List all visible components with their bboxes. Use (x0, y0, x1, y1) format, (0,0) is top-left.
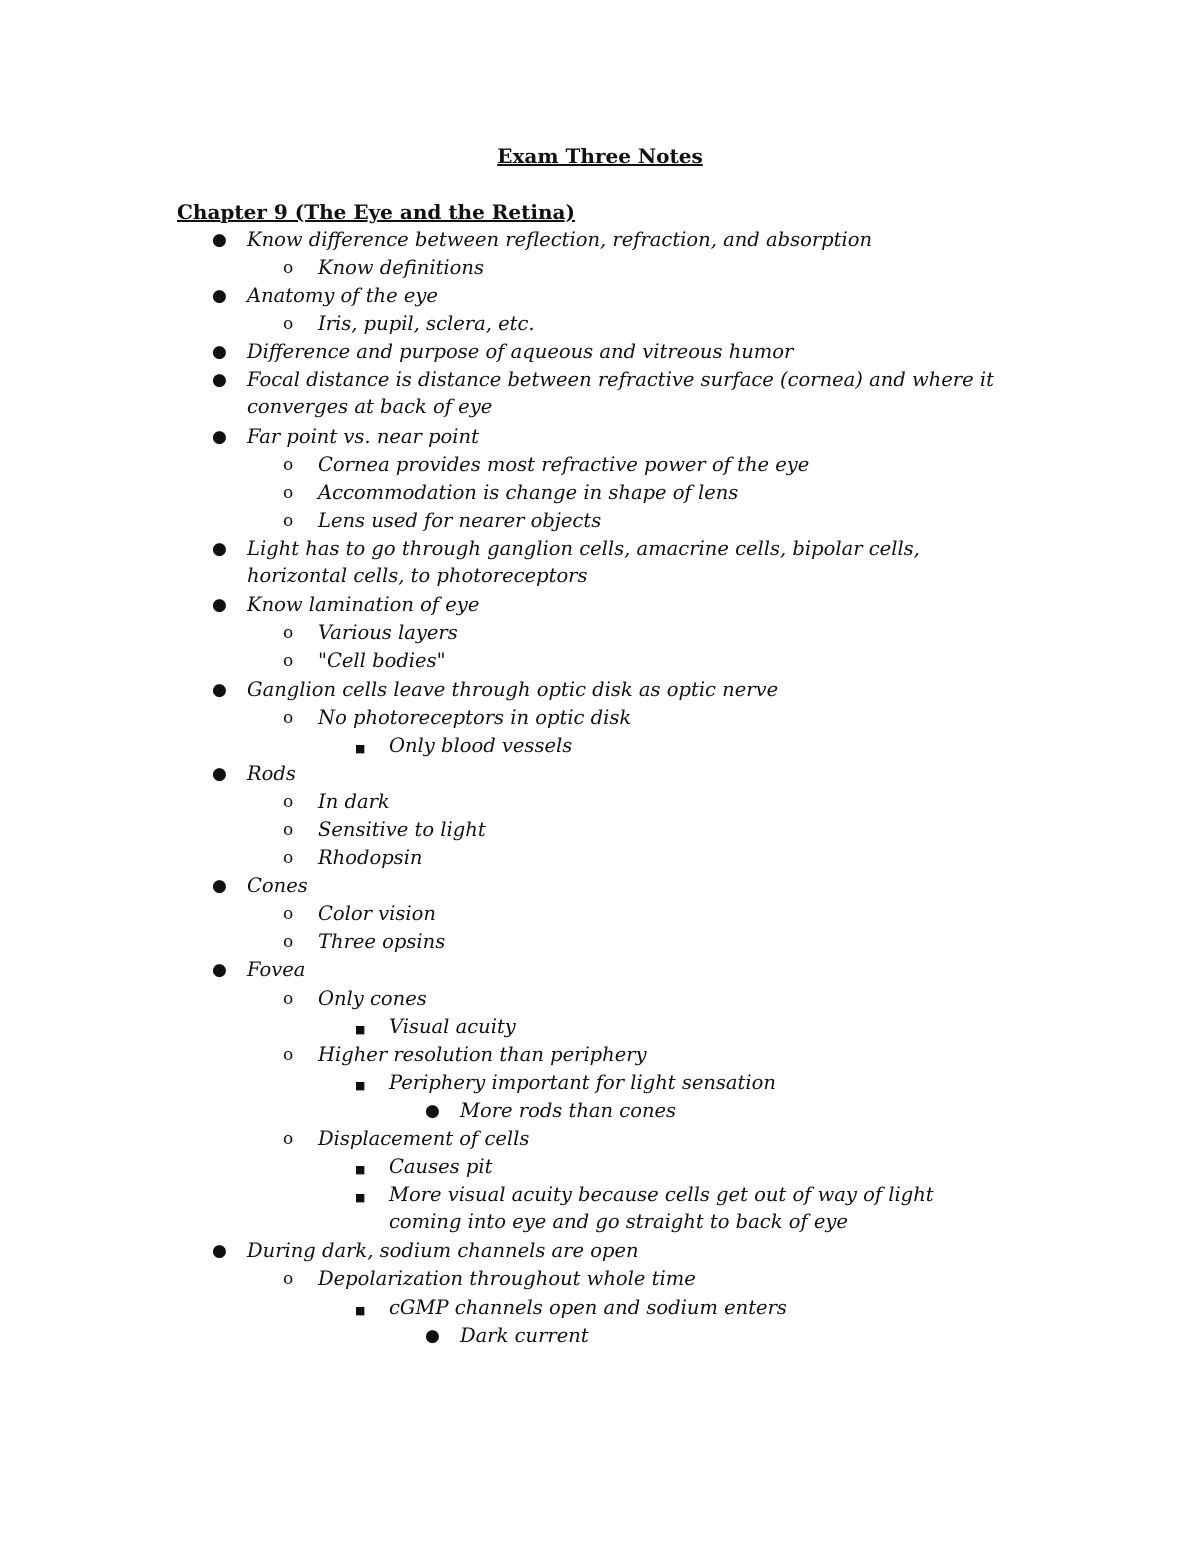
bullet-marker-icon: o (283, 1129, 294, 1149)
bullet-marker-icon: o (283, 848, 294, 869)
chapter-heading: Chapter 9 (The Eye and the Retina) (177, 200, 575, 224)
outline-item-level-2 (0, 900, 1200, 928)
outline-item-text: Only cones (318, 986, 427, 1010)
outline-item-text: During dark, sodium channels are open (247, 1239, 639, 1263)
bullet-marker-icon: ● (212, 342, 227, 363)
bullet-marker-icon: o (283, 623, 294, 644)
outline-item-text: Cones (247, 874, 308, 898)
outline-item-text: Cornea provides most refractive power of the eye (318, 452, 810, 476)
outline-item-level-1 (0, 591, 1200, 619)
bullet-marker-icon: o (283, 258, 294, 279)
bullet-marker-icon: o (283, 482, 294, 503)
outline-item-level-2 (0, 816, 1200, 844)
bullet-marker-icon: ● (425, 1325, 440, 1346)
outline-item-text: Difference and purpose of aqueous and vitreous humor (247, 340, 794, 364)
outline-item-text: More visual acuity because cells get out of way of light coming into eye and go straight to back of eye (389, 1183, 934, 1234)
outline-item-level-1 (0, 872, 1200, 900)
outline-item-level-1 (0, 956, 1200, 984)
outline-item-level-2 (0, 928, 1200, 956)
outline-item-level-2 (0, 507, 1200, 535)
notes-outline (0, 226, 1200, 1350)
bullet-marker-icon: ● (425, 1100, 440, 1121)
outline-item-level-2 (0, 451, 1200, 479)
outline-item-text: "Cell bodies" (318, 649, 446, 673)
outline-item-level-2 (0, 704, 1200, 732)
outline-item-text: Know difference between reflection, refraction, and absorption (247, 228, 873, 251)
bullet-marker-icon: ■ (355, 1191, 366, 1205)
outline-item-text: Know lamination of eye (247, 593, 480, 617)
outline-item-level-1 (0, 338, 1200, 366)
bullet-marker-icon: ● (212, 230, 227, 250)
bullet-marker-icon: ■ (355, 1078, 366, 1092)
outline-item-level-2 (0, 985, 1200, 1013)
bullet-marker-icon: ■ (355, 741, 366, 755)
outline-item-text: Displacement of cells (318, 1127, 530, 1150)
bullet-marker-icon: ● (212, 426, 227, 447)
outline-item-level-2 (0, 1041, 1200, 1069)
outline-item-text: Rhodopsin (318, 846, 423, 870)
bullet-marker-icon: o (283, 1044, 294, 1065)
outline-item-level-3 (0, 1181, 1200, 1237)
outline-item-level-3 (0, 732, 1200, 760)
outline-item-text: Iris, pupil, sclera, etc. (318, 312, 535, 336)
bullet-marker-icon: ● (212, 595, 227, 616)
bullet-marker-icon: o (283, 988, 294, 1009)
outline-item-text: Visual acuity (389, 1014, 516, 1038)
bullet-marker-icon: o (283, 904, 294, 925)
outline-item-level-2 (0, 479, 1200, 507)
outline-item-level-2 (0, 310, 1200, 338)
outline-item-text: Higher resolution than periphery (318, 1042, 647, 1066)
outline-item-text: Only blood vessels (389, 733, 573, 757)
outline-item-text: Rods (247, 761, 296, 785)
outline-item-text: Depolarization throughout whole time (318, 1267, 696, 1291)
outline-item-level-1 (0, 1237, 1200, 1265)
bullet-marker-icon: ● (212, 286, 227, 307)
outline-item-text: Light has to go through ganglion cells, amacrine cells, bipolar cells, horizontal cells, to photoreceptors (247, 537, 920, 588)
outline-item-text: Accommodation is change in shape of lens (318, 480, 739, 504)
bullet-marker-icon: o (283, 314, 294, 335)
bullet-marker-icon: o (283, 454, 294, 475)
outline-item-level-3 (0, 1294, 1200, 1322)
outline-item-level-2 (0, 254, 1200, 282)
outline-item-level-2 (0, 619, 1200, 647)
bullet-marker-icon: ● (212, 679, 227, 700)
bullet-marker-icon: ● (212, 763, 227, 784)
bullet-marker-icon: o (283, 707, 294, 728)
outline-item-text: Three opsins (318, 930, 446, 954)
outline-item-level-4 (0, 1322, 1200, 1350)
bullet-marker-icon: ● (212, 1241, 227, 1262)
bullet-marker-icon: o (283, 1269, 294, 1290)
bullet-marker-icon: ● (212, 539, 227, 560)
outline-item-level-1 (0, 535, 1200, 591)
outline-item-text: Dark current (460, 1323, 589, 1347)
outline-item-level-1 (0, 366, 1200, 422)
document-title: Exam Three Notes (497, 144, 703, 168)
outline-item-text: Periphery important for light sensation (389, 1070, 776, 1094)
outline-item-level-3 (0, 1069, 1200, 1097)
outline-item-level-4 (0, 1097, 1200, 1125)
bullet-marker-icon: ● (212, 960, 227, 981)
outline-item-level-2 (0, 1265, 1200, 1293)
outline-item-text: In dark (318, 789, 390, 813)
outline-item-level-1 (0, 423, 1200, 451)
outline-item-text: Far point vs. near point (247, 424, 479, 448)
outline-item-text: Lens used for nearer objects (318, 508, 602, 532)
outline-item-level-1 (0, 760, 1200, 788)
bullet-marker-icon: o (283, 819, 294, 840)
bullet-marker-icon: ■ (355, 1303, 366, 1317)
bullet-marker-icon: ■ (355, 1163, 366, 1177)
outline-item-text: Ganglion cells leave through optic disk as optic nerve (247, 677, 779, 701)
bullet-marker-icon: ■ (355, 1022, 366, 1036)
outline-item-text: Fovea (247, 958, 306, 982)
outline-item-text: Causes pit (389, 1155, 493, 1179)
outline-item-text: cGMP channels open and sodium enters (389, 1295, 787, 1319)
outline-item-text: No photoreceptors in optic disk (318, 705, 632, 729)
outline-item-level-3 (0, 1153, 1200, 1181)
outline-item-level-2 (0, 1125, 1200, 1153)
outline-item-text: More rods than cones (460, 1098, 677, 1122)
outline-item-text: Various layers (318, 621, 458, 645)
bullet-marker-icon: o (283, 510, 294, 531)
outline-item-level-2 (0, 788, 1200, 816)
outline-item-text: Know definitions (318, 256, 484, 280)
bullet-marker-icon: o (283, 651, 294, 672)
outline-item-level-1 (0, 282, 1200, 310)
bullet-marker-icon: o (283, 791, 294, 812)
outline-item-text: Sensitive to light (318, 817, 486, 841)
outline-item-level-1 (0, 676, 1200, 704)
outline-item-level-2 (0, 647, 1200, 675)
outline-item-text: Focal distance is distance between refractive surface (cornea) and where it converges at back of eye (247, 368, 994, 419)
bullet-marker-icon: o (283, 932, 294, 953)
bullet-marker-icon: ● (212, 876, 227, 897)
bullet-marker-icon: ● (212, 370, 227, 391)
outline-item-text: Anatomy of the eye (247, 284, 438, 308)
outline-item-level-2 (0, 844, 1200, 872)
outline-item-text: Color vision (318, 902, 436, 926)
outline-item-level-1 (0, 226, 1200, 254)
outline-item-level-3 (0, 1013, 1200, 1041)
